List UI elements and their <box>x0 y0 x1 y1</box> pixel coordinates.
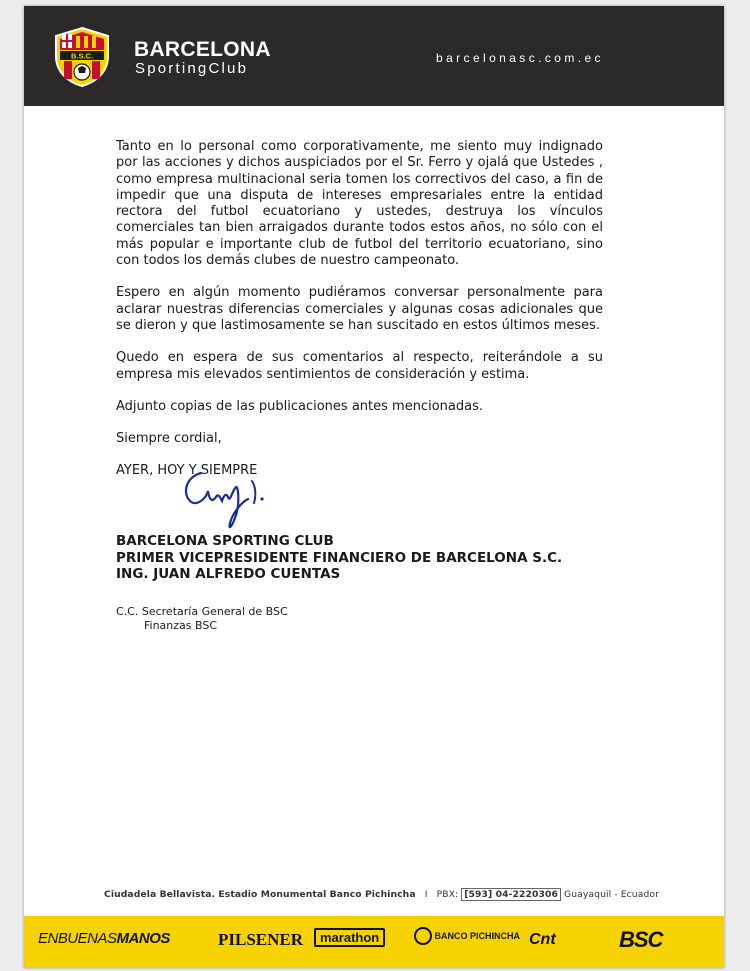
signature-block <box>116 533 603 583</box>
city-text: Guayaquil - Ecuador <box>564 889 659 900</box>
motto: AYER, HOY Y SIEMPRE <box>116 463 258 479</box>
cc-line-1: C.C. Secretaría General de BSC <box>116 604 288 618</box>
pbx-label: PBX: <box>436 889 459 900</box>
sponsor-en-buenas-text: ENBUENAS <box>38 930 117 947</box>
website-text: barcelonasc.com.ec <box>436 51 604 65</box>
sponsor-manos-text: MANOS <box>116 930 170 947</box>
sponsor-bsc: BSC <box>619 927 663 952</box>
signature-line-title: PRIMER VICEPRESIDENTE FINANCIERO DE BARCELONA S.C. <box>116 549 563 566</box>
address-separator: I <box>424 889 428 900</box>
svg-text:B.S.C.: B.S.C. <box>70 51 94 61</box>
club-subtitle: SportingClub <box>135 60 249 77</box>
sponsor-pilsener: PILSENER <box>218 930 304 949</box>
sponsor-en-buenas-manos <box>38 930 170 947</box>
sponsor-marathon: marathon <box>314 928 385 947</box>
cc-line-2: Finanzas BSC <box>144 618 218 632</box>
paragraph-3: Quedo en espera de sus comentarios al respecto, reiterándole a su empresa mis elevados sentimientos de consideración y estima. <box>116 350 603 382</box>
banco-pichincha-icon <box>414 927 432 945</box>
sponsor-cnt: Cnt <box>529 931 556 948</box>
signature-line-name: ING. JUAN ALFREDO CUENTAS <box>116 566 341 583</box>
letter-page <box>24 6 724 968</box>
paragraph-4: Adjunto copias de las publicaciones antes mencionadas. <box>116 398 483 414</box>
sponsor-banco-pichincha <box>414 927 520 945</box>
signature-line-club: BARCELONA SPORTING CLUB <box>116 533 334 550</box>
footer-address <box>104 889 659 900</box>
club-name: BARCELONA <box>134 38 271 61</box>
club-crest-icon <box>52 26 112 88</box>
paragraph-2: Espero en algún momento pudiéramos conversar personalmente para aclarar nuestras diferencias comerciales y algunas cosas adicionales que se dieron y que lastimosamente se han suscitado en estos últimos meses. <box>116 285 603 333</box>
letterhead <box>24 6 724 106</box>
letter-body <box>116 139 603 633</box>
signature-area <box>116 463 603 533</box>
cc-list <box>116 605 603 633</box>
paragraph-1: Tanto en lo personal como corporativamente, me siento muy indignado por las acciones y dichos auspiciados por el Sr. Ferro y ojalá que Ustedes , como empresa multinacional seria tomen los correctivos del caso, a fin de impedir que una disputa de intereses empresariales entre la entidad rectora del futbol ecuatoriano y ustedes, destruya los vínculos comerciales tan bien arraigados durante todos estos años, no sólo con el más popular e importante club de futbol del territorio ecuatoriano, sino con todos los demás clubes de nuestro campeonato. <box>116 139 603 269</box>
address-text: Ciudadela Bellavista. Estadio Monumental Banco Pichincha <box>104 889 416 900</box>
closing-greeting: Siempre cordial, <box>116 431 222 447</box>
pbx-number: [593] 04-2220306 <box>461 888 561 901</box>
handwritten-signature <box>156 463 286 538</box>
banco-pichincha-text: BANCO PICHINCHA <box>434 931 521 941</box>
